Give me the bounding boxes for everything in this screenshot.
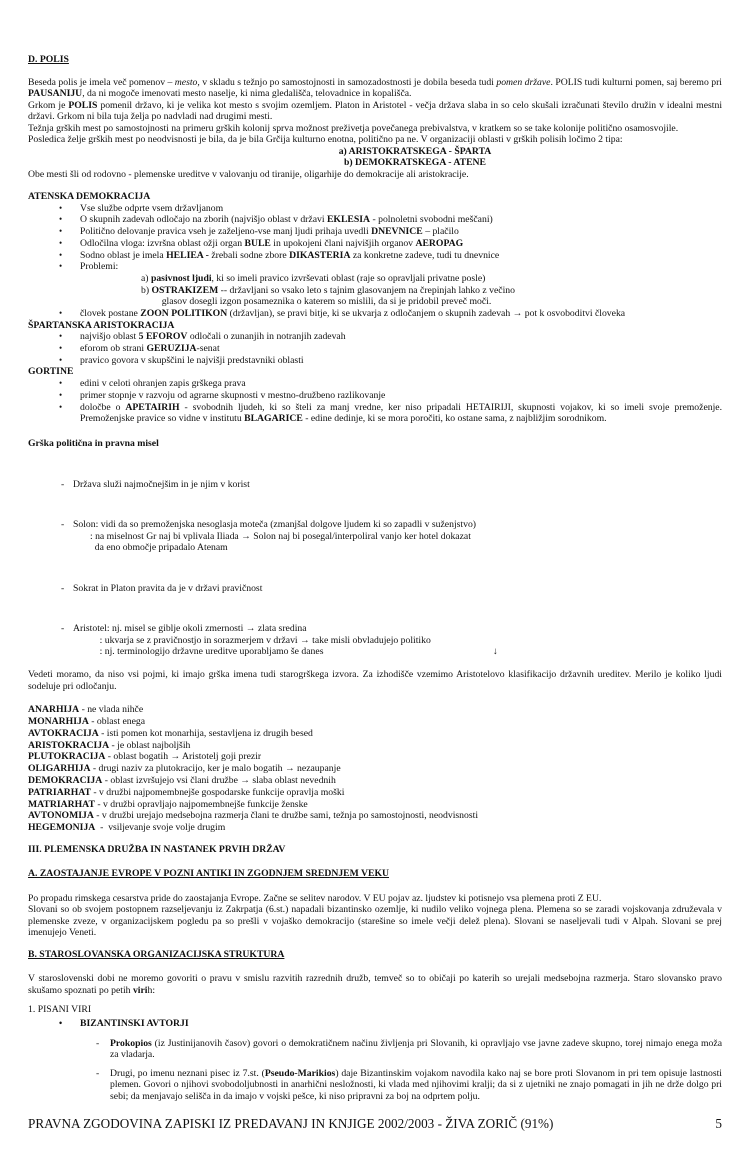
bold-text: viri: [132, 984, 148, 996]
paragraph: Slovani so ob svojem postopnem razseljevanju iz Zakrpatja (6.st.) napadali bizantinsko ozemlje, ki nudilo veliko vojnega plena. Plemena so se zaradi vojskovanja združevala v plemenske zveze, v organizacijskem pogledu pa so prešli v vojaško demokracijo (starešine so imele večji delež plena). Slovani se naseljevali tudi v Alpah. Slovani se prej imenujejo Veneti.: [28, 904, 722, 939]
term-definition: [28, 787, 722, 799]
misel-list: [28, 456, 722, 670]
text-run: h:: [147, 984, 156, 996]
text-run: a): [141, 273, 151, 285]
byz-list: [96, 1037, 722, 1103]
italic-text: mesto: [174, 76, 198, 88]
bold-text: BULE: [244, 237, 271, 249]
text-run: ) daje Bizantinskim vojakom navodila kako naj se bore proti Slovanom in pri tem opisuje lastnosti plemen. Govori o njihovi svobodoljubnosti in anarhični nesložnosti, ki vlada med njihovimi kralji; da si z ujetniki ne znajo pomagati in jih ne drže dolgo pri sebi; da menjavajo selišča in da imajo v vojski pešce, ki niso pripravni za boj na odprtem polju.: [110, 1067, 722, 1102]
term: HEGEMONIJA: [28, 822, 96, 834]
list-item: [28, 261, 722, 273]
definition: - vsiljevanje svoje volje drugim: [95, 822, 226, 834]
term-definition: [28, 822, 722, 834]
text-run: in upokojeni člani najvišjih organov: [270, 237, 416, 249]
term-definition: [28, 799, 722, 811]
text-run: eforom ob strani: [80, 342, 147, 354]
text-run: -senat: [196, 342, 220, 354]
text-run: – plačilo: [422, 226, 459, 238]
section-heading-b: B. STAROSLOVANSKA ORGANIZACIJSKA STRUKTURA: [28, 948, 285, 960]
spartanska-list: [28, 331, 722, 366]
dash-item: - Država služi najmočnejšim in je njim v korist: [61, 478, 250, 490]
list-item: [28, 378, 722, 390]
bold-text: OSTRAKIZEM: [151, 284, 219, 296]
text-run: najvišjo oblast: [80, 331, 139, 343]
definition: - ne vlada nihče: [79, 704, 144, 716]
text-run: V staroslovenski dobi ne moremo govoriti o pravu v smislu razvitih razrednih družb, temveč so to običaji po katerih so urejali medsebojna razmerja. Staro slovansko pravo skušamo spoznati po petih: [28, 973, 722, 996]
dash-item: - Prokopios (iz Justinijanovih časov) govori o demokratičnem načinu življenja pri Slovanih, ki opravljajo vse javne zadeve skupno, torej nimajo enega moža za vladarja.: [96, 1037, 722, 1061]
bold-text: DNEVNICE: [371, 226, 423, 238]
term-definition: [28, 810, 722, 822]
problem-item: [28, 296, 722, 308]
definition: - je oblast najboljših: [109, 739, 191, 751]
terms-list: [28, 704, 722, 834]
arrow-down-icon: ↓: [493, 646, 498, 658]
text-run: Težnja grških mest po samostojnosti na primeru grških kolonij sprva možnost preživetja povečanega prebivalstva, v kratkem so se take kolonije politično osamosvojile.: [28, 122, 679, 134]
text-run: žrebali sodne zbore: [208, 249, 290, 261]
definition: - oblast bogatih → Aristotelj goji prezir: [105, 751, 262, 763]
paragraph: [28, 100, 722, 123]
definition: - oblast enega: [88, 715, 146, 727]
polis-intro: [28, 77, 722, 181]
term: MONARHIJA: [28, 715, 89, 727]
bold-text: pasivnost ljudi: [150, 273, 212, 285]
list-item: [28, 203, 722, 215]
term: ARISTOKRACIJA: [28, 739, 110, 751]
term-definition: [28, 740, 722, 752]
section-heading-atenska: ATENSKA DEMOKRACIJA: [28, 191, 151, 202]
text-run: pravico govora v skupščini le najvišji predstavniki oblasti: [80, 354, 304, 366]
problem-item: [28, 285, 722, 297]
term-definition: [28, 775, 722, 787]
text-run: človek postane: [80, 307, 141, 319]
definition: - isti pomen kot monarhija, sestavljena iz drugih besed: [98, 727, 313, 739]
list-item: [28, 343, 722, 355]
dash-item: - Sokrat in Platon pravita da je v državi pravičnost: [61, 582, 263, 594]
text-run: Drugi, po imenu neznani pisec iz 7.st. (: [110, 1067, 265, 1079]
dash-item: - Solon: vidi da so premoženjska nesoglasja moteča (zmanjšal dolgove ljudem ki so zapadli v suženjstvo) : na miselnost Gr naj bi vplivala Iliada → Solon naj bi posegal/interpoliral vanjo ker hotel dokazat da eno območje pripadalo Atenam: [61, 519, 477, 554]
paragraph: Po propadu rimskega cesarstva pride do zaostajanja Evrope. Začne se selitev narodov. V EU pojav az. ljudstev ki potisnejo vsa plemena proti Z EU.: [28, 892, 602, 904]
text-run: Beseda polis je imela več pomenov –: [28, 76, 175, 88]
term: MATRIARHAT: [28, 798, 95, 810]
page-footer: [28, 1102, 722, 1132]
text-run: , v skladu s težnjo po samostojnosti in samozadostnosti je dobila beseda tudi: [197, 76, 497, 88]
list-item: [28, 238, 722, 250]
sources-heading: 1. PISANI VIRI: [28, 1004, 92, 1016]
text-run: , ki so imeli pravico izvrševati oblast (raje so opravljali privatne posle): [211, 273, 486, 285]
text-run: (iz Justinijanovih časov) govori o demokratičnem načinu življenja pri Slovanih, ki opravljajo vse javne zadeve skupno, torej nimajo enega moža za vladarja.: [110, 1037, 722, 1061]
list-item: [28, 331, 722, 343]
paragraph: [28, 973, 722, 996]
bold-text: Prokopios: [110, 1037, 152, 1049]
polis-type-b: b) DEMOKRATSKEGA - ATENE: [343, 157, 486, 168]
list-item: [28, 355, 722, 367]
list-item: [28, 308, 722, 320]
text-run: določbe o: [80, 401, 126, 413]
text-run: Problemi:: [80, 261, 119, 273]
text-run: Sodno oblast je imela: [80, 249, 167, 261]
paragraph: [28, 123, 722, 135]
term-definition: [28, 751, 722, 763]
list-item: [28, 250, 722, 262]
bold-text: PAUSANIJU: [28, 88, 83, 99]
section-a-text: [28, 893, 722, 939]
term: PLUTOKRACIJA: [28, 751, 106, 763]
dash-item: - Aristotel: nj. misel se giblje okoli zmernosti → zlata sredina : ukvarja se z pravičnostjo in sorazmerjem v državi → take misli obvladujejo politiko : nj. terminologijo državne ureditve uporabljamo še danes ↓: [61, 623, 498, 658]
paragraph: [28, 134, 722, 146]
paragraph: Obe mesti šli od rodovno - plemenske ureditve v valovanju od tiranije, oligarhije do demokracije ali aristokracije.: [28, 168, 469, 180]
definition: - v družbi opravljajo najpomembnejše funkcije ženske: [94, 798, 308, 810]
bold-text: APETAIRIH: [125, 401, 180, 413]
list-item: [28, 214, 722, 226]
list-item: [28, 402, 722, 425]
term: AVTONOMIJA: [28, 810, 94, 822]
dash-item: - Drugi, po imenu neznani pisec iz 7.st. (Pseudo-Marikios) daje Bizantinskim vojakom navodila kako naj se bore proti Slovanom in pri tem opisuje lastnosti plemen. Govori o njihovi svobodoljubnosti in anarhični nesložnosti, ki vlada med njihovimi kralji; da si z ujetniki ne znajo pomagati in jih ne drže dolgo pri sebi; da menjavajo selišča in da imajo v vojski pešce, ki niso pripravni za boj na odprtem polju.: [96, 1067, 722, 1102]
list-item: [28, 226, 722, 238]
atenska-list: [28, 203, 722, 274]
term: PATRIARHAT: [28, 786, 91, 798]
section-heading-misel: Grška politična in pravna misel: [28, 438, 159, 450]
chapter-heading: III. PLEMENSKA DRUŽBA IN NASTANEK PRVIH DRŽAV: [28, 843, 286, 855]
definition: - drugi naziv za plutokracijo, ker je malo bogatih → nezaupanje: [90, 763, 341, 775]
problem-item: [28, 273, 722, 285]
text-run: (državljan), se pravi bitje, ki se ukvarja z odločanjem o skupnih zadevah → pot k osvoboditvi človeka: [227, 307, 626, 319]
term-definition: [28, 704, 722, 716]
byzantine-authors-heading: • BIZANTINSKI AVTORJI: [28, 1018, 722, 1030]
text-run: O skupnih zadevah odločajo na zborih (najvišjo oblast v državi: [80, 214, 327, 226]
text-run: odločali o zunanjih in notranjih zadevah: [187, 331, 346, 343]
section-heading-spartanska: ŠPARTANSKA ARISTOKRACIJA: [28, 319, 175, 331]
section-heading-gortine: GORTINE: [28, 366, 74, 378]
bold-text: GERUZIJA: [146, 342, 197, 354]
definition: - v družbi najpomembnejše gospodarske funkcije opravlja moški: [90, 786, 345, 798]
text-run: Vse službe odprte vsem državljanom: [80, 202, 224, 214]
list-item: [28, 390, 722, 402]
text-run: -- državljani so vsako leto s tajnim glasovanjem na črepinjah lahko z večino: [218, 284, 515, 296]
page-number: 5: [715, 1116, 722, 1132]
bold-text: DIKASTERIA: [289, 249, 351, 261]
term: AVTOKRACIJA: [28, 727, 99, 739]
text-run: primer stopnje v razvoju od agrarne skupnosti v mestno-družbeno razlikovanje: [80, 389, 386, 401]
text-run: Politično delovanje pravica vseh je zaželjeno-vse manj ljudi prihaja uvedli: [80, 226, 372, 238]
bold-text: EKLESIA: [326, 214, 371, 226]
bold-text: POLIS: [68, 99, 98, 111]
bold-text: 5 EFOROV: [138, 331, 188, 343]
text-run: - svobodnih ljudeh, ki so šteli za manj vredne, ker niso pripadali HETAIRIJI, skupnosti vojakov, ki so imeli svoje premoženje. Premoženjske pravice so vidne v institutu: [80, 401, 723, 424]
term-definition: [28, 716, 722, 728]
definition: - oblast izvršujejo vsi člani družbe → slaba oblast nevednih: [102, 774, 336, 786]
italic-text: pomen države: [496, 76, 551, 88]
text-run: , da ni mogoče imenovati mesto naselje, ki nima gledališča, telovadnice in kopališča.: [82, 88, 412, 99]
definition: - v družbi urejajo medsebojna razmerja člani te družbe sami, težnja po samostojnosti, neodvisnosti: [93, 810, 479, 822]
bold-text: Pseudo-Marikios: [264, 1067, 336, 1079]
text-run: edini v celoti ohranjen zapis grškega prava: [80, 377, 246, 389]
term: ANARHIJA: [28, 704, 80, 716]
text-run: glasov dosegli izgon posameznika o katerem so mislili, da si je pridobil preveč moči.: [152, 296, 492, 308]
text-run: - polnoletni svobodni meščani): [370, 214, 493, 226]
bold-text: BLAGARICE: [244, 412, 303, 424]
bold-text: AEROPAG: [415, 237, 464, 249]
text-run: . POLIS tudi kulturni pomen, saj beremo pri: [550, 76, 723, 88]
atenska-section: [28, 191, 722, 424]
polis-type-a: a) ARISTOKRATSKEGA - ŠPARTA: [338, 145, 492, 157]
text-run: pomenil državo, ki je velika kot mesto s svojim ozemljem. Platon in Aristotel - večja država slaba in so celo skušali izračunati število družin v idealni mestni državi. Grkom ni bila tuja želja po nadvladi nad drugimi mesti.: [28, 99, 723, 122]
text-run: za konkretne zadeve, tudi tu dnevnice: [350, 249, 500, 261]
term: DEMOKRACIJA: [28, 774, 103, 786]
term-definition: [28, 763, 722, 775]
footer-title: PRAVNA ZGODOVINA ZAPISKI IZ PREDAVANJ IN KNJIGE 2002/2003 - ŽIVA ZORIČ (91%): [28, 1116, 554, 1132]
text-run: - edine dedinje, ki se mora poročiti, ko ostane sama, z najbližjim sorodnikom.: [302, 412, 607, 424]
text-run: Odločilna vloga: izvršna oblast ožji organ: [80, 237, 245, 249]
term: OLIGARHIJA: [28, 763, 91, 775]
text-run: Grkom je: [28, 99, 69, 111]
text-run: Posledica želje grških mest po neodvisnosti je bila, da je bila Grčija kulturno enotna, politično pa ne. V organizaciji oblasti v grških polisih ločimo 2 tipa:: [28, 134, 623, 145]
section-heading-polis: D. POLIS: [28, 54, 69, 65]
misel-closing: Vedeti moramo, da niso vsi pojmi, ki imajo grška imena tudi starogrškega izvora. Za izhodišče vzemimo Aristotelovo klasifikacijo državnih ureditev. Merilo je koliko ljudi sodeluje pri odločanju.: [28, 669, 722, 692]
bold-text: ZOON POLITIKON: [140, 307, 228, 319]
section-heading-a: A. ZAOSTAJANJE EVROPE V POZNI ANTIKI IN ZGODNJEM SREDNJEM VEKU: [28, 868, 389, 880]
bold-text: HELIEA -: [166, 249, 209, 261]
term-definition: [28, 728, 722, 740]
gortine-list: [28, 378, 722, 424]
paragraph: [28, 77, 722, 100]
text-run: b): [141, 284, 152, 296]
